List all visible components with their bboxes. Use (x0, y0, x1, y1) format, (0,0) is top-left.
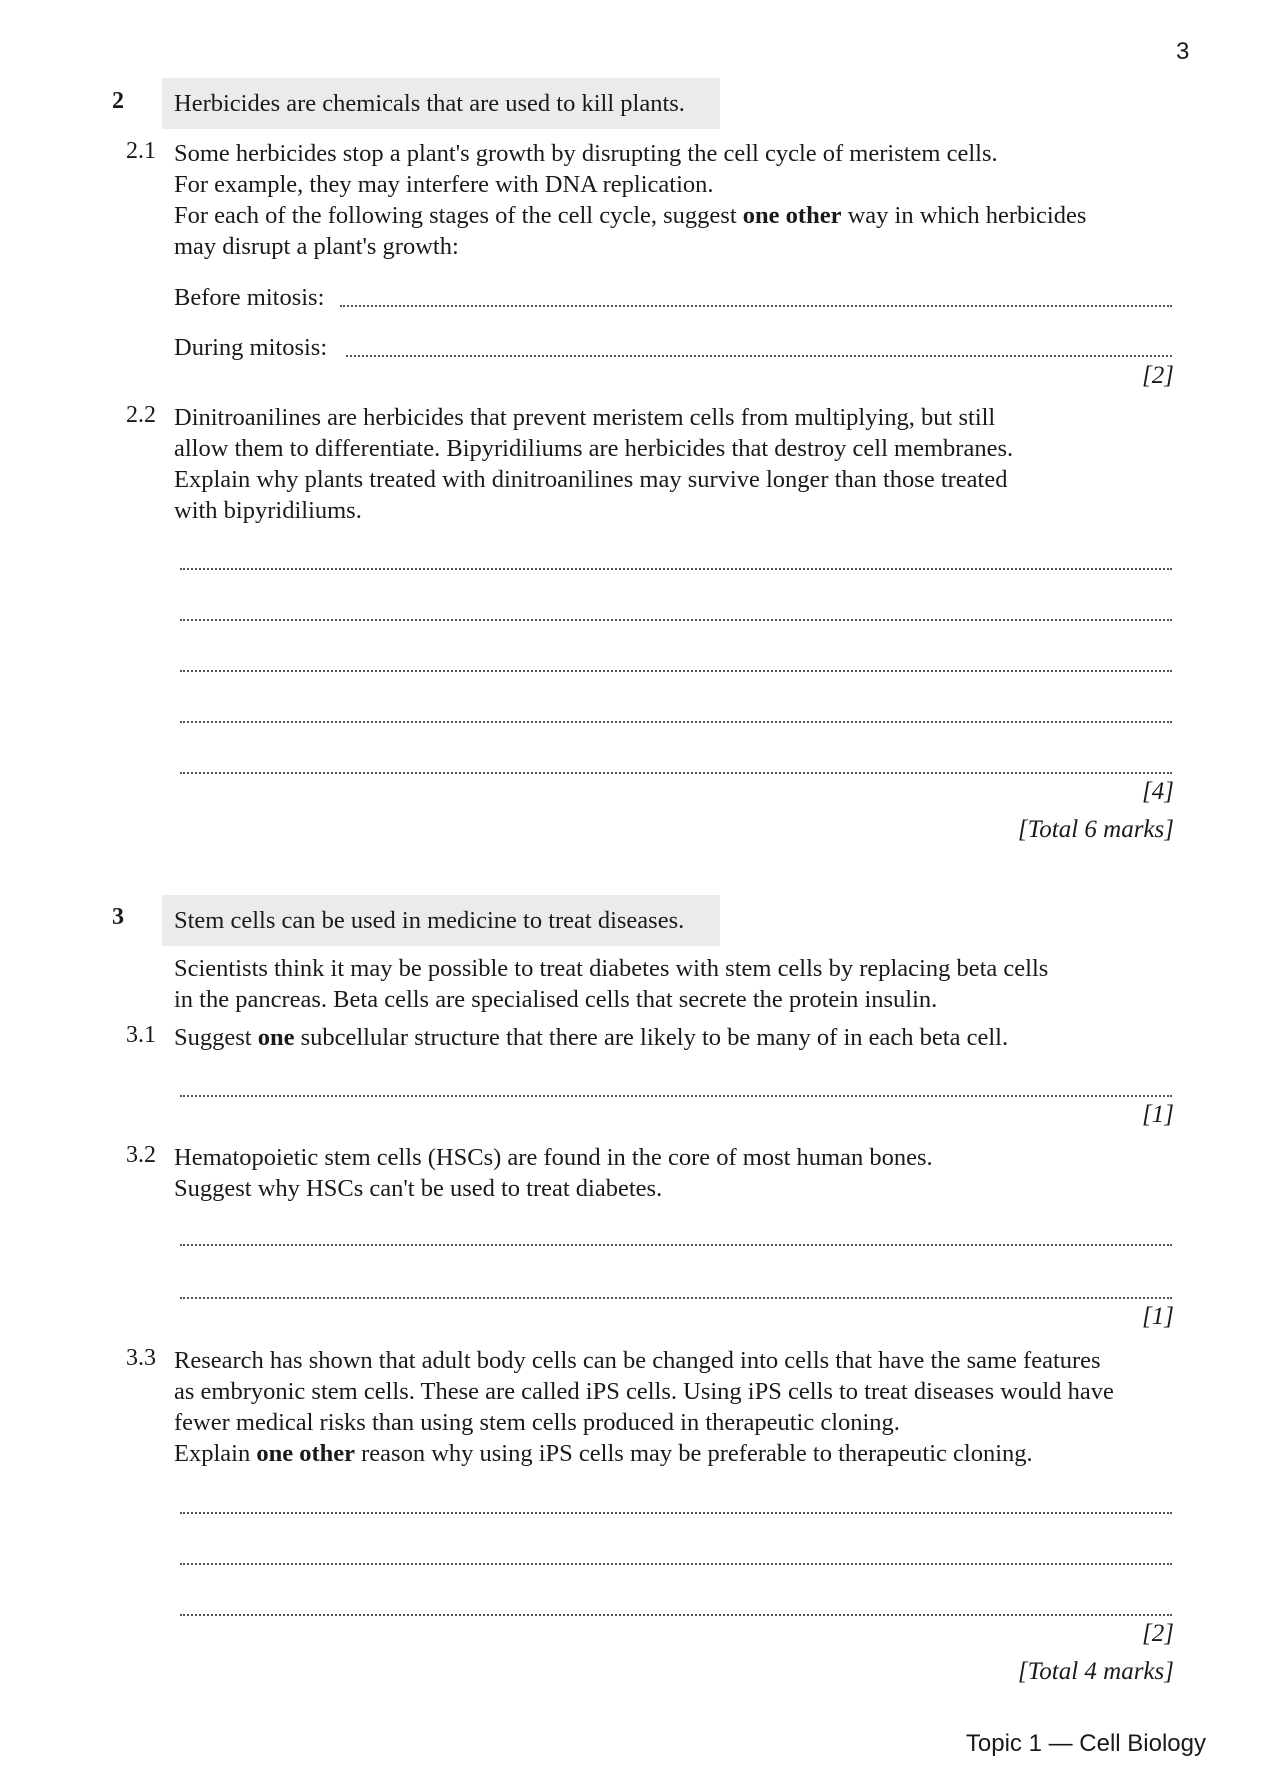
question-2-number: 2 (112, 88, 124, 114)
question-3-intro-line: Scientists think it may be possible to treat diabetes with stem cells by replacing beta cells (174, 955, 1049, 982)
answer-line[interactable] (180, 1512, 1172, 1514)
answer-line[interactable] (180, 721, 1172, 723)
part-2-1-text (174, 138, 1086, 262)
answer-line[interactable] (180, 568, 1172, 570)
question-3-stem: Stem cells can be used in medicine to treat diseases. (162, 895, 720, 946)
part-3-3-marks: [2] (1142, 1620, 1174, 1647)
before-mitosis-label: Before mitosis: (174, 284, 325, 311)
part-3-1-answer-line[interactable] (180, 1095, 1172, 1097)
part-2-1-marks: [2] (1142, 362, 1174, 389)
part-3-2-text (174, 1142, 933, 1204)
during-mitosis-answer-line[interactable] (346, 355, 1172, 357)
during-mitosis-label: During mitosis: (174, 334, 328, 361)
part-2-2-marks: [4] (1142, 778, 1174, 805)
part-2-2-line: allow them to differentiate. Bipyridiliums are herbicides that destroy cell membranes. (174, 435, 1014, 462)
part-3-3-number: 3.3 (126, 1345, 156, 1371)
answer-line[interactable] (180, 1297, 1172, 1299)
part-3-3-line: Research has shown that adult body cells can be changed into cells that have the same features (174, 1347, 1101, 1374)
part-2-1-line: For each of the following stages of the cell cycle, suggest one other way in which herbicides (174, 202, 1087, 229)
question-3-number: 3 (112, 904, 124, 930)
part-3-2-line: Hematopoietic stem cells (HSCs) are found in the core of most human bones. (174, 1144, 933, 1171)
part-2-2-text (174, 402, 1013, 526)
part-3-1-number: 3.1 (126, 1022, 156, 1048)
page-number: 3 (1176, 38, 1190, 65)
part-2-2-number: 2.2 (126, 402, 156, 428)
question-2-total: [Total 6 marks] (1017, 816, 1174, 843)
part-3-2-number: 3.2 (126, 1142, 156, 1168)
part-2-1-line: Some herbicides stop a plant's growth by disrupting the cell cycle of meristem cells. (174, 140, 998, 167)
part-3-3-line: as embryonic stem cells. These are called iPS cells. Using iPS cells to treat diseases would have (174, 1378, 1114, 1405)
question-3-intro (174, 953, 1048, 1015)
answer-line[interactable] (180, 772, 1172, 774)
part-3-1-text: Suggest one subcellular structure that there are likely to be many of in each beta cell. (174, 1024, 1009, 1051)
footer-topic: Topic 1 — Cell Biology (965, 1730, 1206, 1757)
part-2-2-line: Explain why plants treated with dinitroanilines may survive longer than those treated (174, 466, 1008, 493)
part-3-3-line: fewer medical risks than using stem cells produced in therapeutic cloning. (174, 1409, 900, 1436)
part-2-2-line: with bipyridiliums. (174, 497, 362, 524)
question-3-intro-line: in the pancreas. Beta cells are specialised cells that secrete the protein insulin. (174, 986, 938, 1013)
answer-line[interactable] (180, 670, 1172, 672)
part-3-1-marks: [1] (1142, 1101, 1174, 1128)
part-3-2-line: Suggest why HSCs can't be used to treat diabetes. (174, 1175, 663, 1202)
part-3-3-line: Explain one other reason why using iPS cells may be preferable to therapeutic cloning. (174, 1440, 1033, 1467)
answer-line[interactable] (180, 619, 1172, 621)
question-3-total: [Total 4 marks] (1017, 1658, 1174, 1685)
before-mitosis-answer-line[interactable] (340, 305, 1172, 307)
part-3-2-marks: [1] (1142, 1303, 1174, 1330)
answer-line[interactable] (180, 1244, 1172, 1246)
answer-line[interactable] (180, 1614, 1172, 1616)
question-2-stem: Herbicides are chemicals that are used to kill plants. (162, 78, 720, 129)
part-2-1-number: 2.1 (126, 138, 156, 164)
part-2-2-line: Dinitroanilines are herbicides that prevent meristem cells from multiplying, but still (174, 404, 996, 431)
part-2-1-line: For example, they may interfere with DNA replication. (174, 171, 714, 198)
part-2-1-line: may disrupt a plant's growth: (174, 233, 459, 260)
answer-line[interactable] (180, 1563, 1172, 1565)
part-3-3-text (174, 1345, 1114, 1469)
